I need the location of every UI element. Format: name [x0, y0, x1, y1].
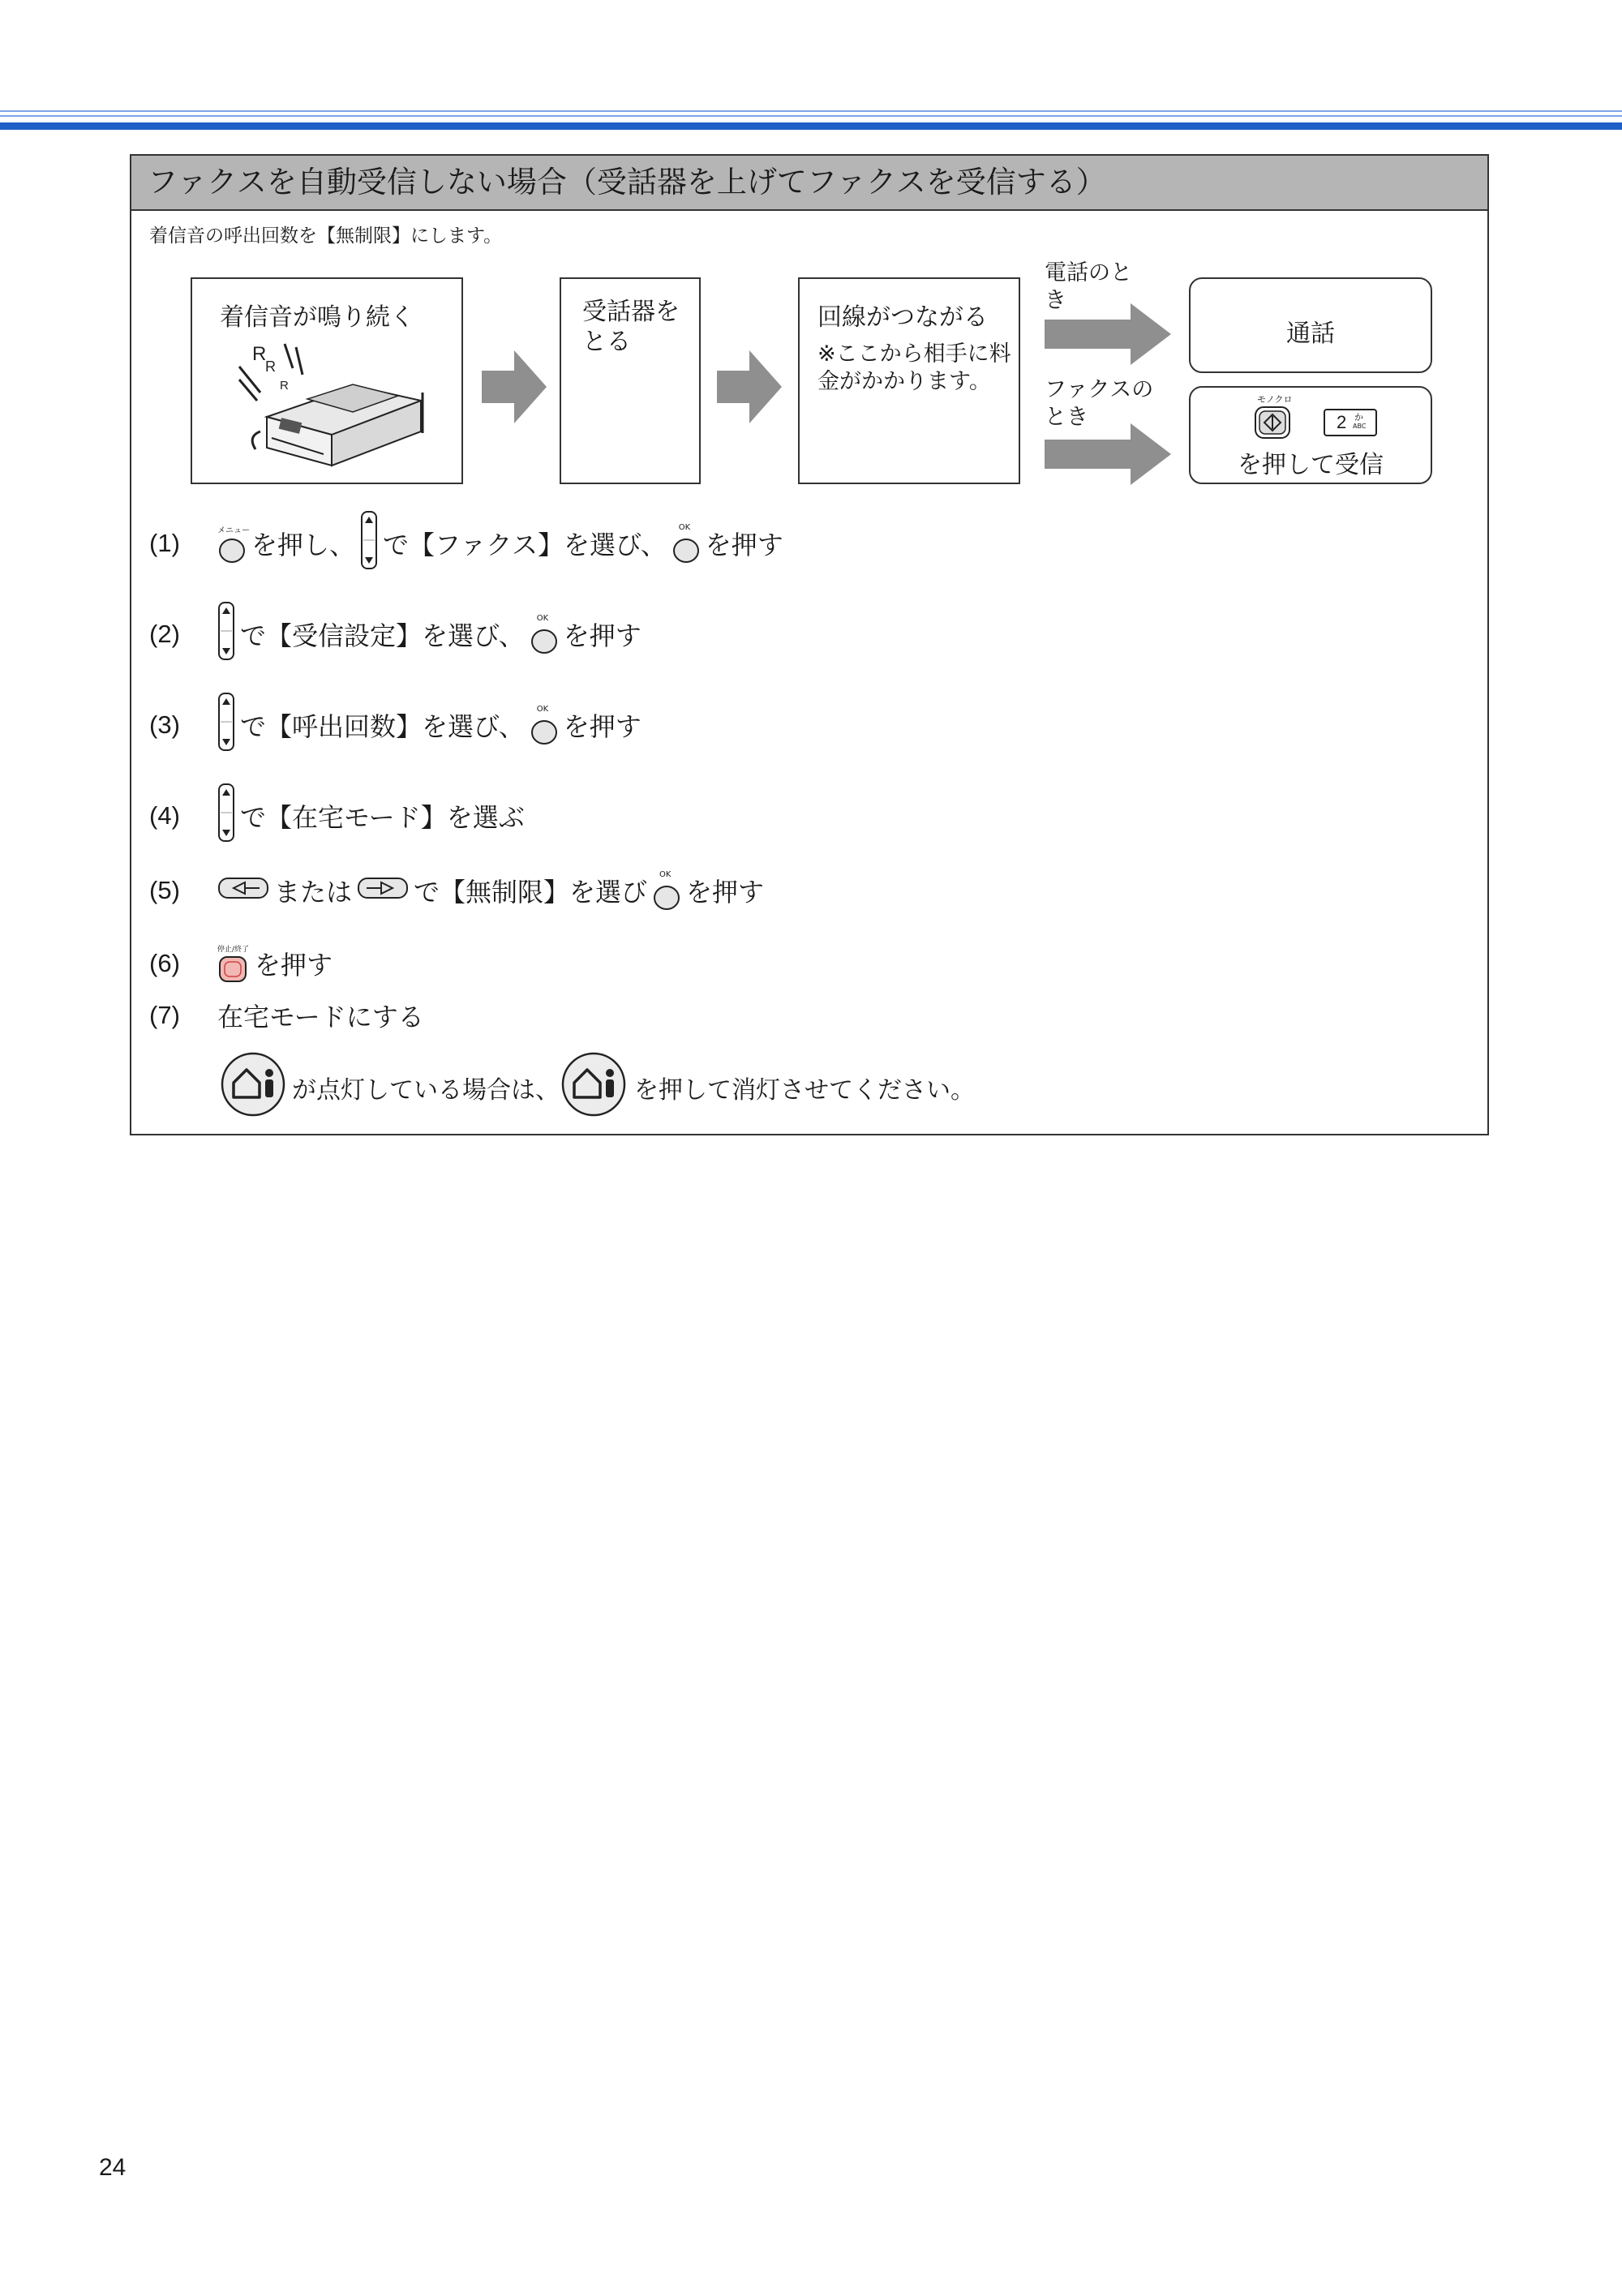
step-5-text-2: で【無制限】を選び	[414, 877, 648, 908]
flow-box-pickup-label: 受話器をとる	[582, 298, 680, 356]
right-key-icon[interactable]	[357, 875, 409, 906]
step-1-text-2: で【ファクス】を選び、	[383, 530, 667, 560]
step-2-number: (2)	[149, 620, 180, 648]
step-1-text-3: を押す	[705, 530, 783, 560]
stop-exit-button-icon[interactable]	[217, 943, 250, 984]
receive-label: を押して受信	[1238, 451, 1384, 479]
ok-button-label: OK	[678, 523, 691, 532]
flow-box-pickup	[560, 277, 701, 484]
ok-button-label: OK	[536, 705, 549, 714]
flow-box-ringing	[191, 277, 463, 484]
ok-button-label: OK	[659, 870, 672, 879]
section-intro: 着信音の呼出回数を【無制限】にします。	[149, 225, 503, 247]
ring-r3: R	[280, 379, 289, 393]
step-5-number: (5)	[149, 876, 180, 904]
home-mode-button-icon[interactable]	[219, 1050, 287, 1125]
header-rule-thin-1	[0, 110, 1622, 112]
step-4-text-1: で【在宅モード】を選ぶ	[240, 802, 525, 833]
phone-case-label: 電話のとき	[1045, 260, 1132, 313]
ok-button-icon[interactable]	[652, 870, 681, 911]
key-2-kana: か	[1354, 412, 1363, 423]
header-rule-thick	[0, 122, 1622, 130]
step-1-text-1: を押し、	[251, 530, 356, 560]
mono-start-key-icon[interactable]	[1254, 406, 1291, 440]
call-label: 通話	[1286, 320, 1335, 348]
updown-key-icon[interactable]	[217, 783, 235, 849]
step-3-text-1: で【呼出回数】を選び、	[240, 711, 525, 742]
home-mode-note-text-1: が点灯している場合は、	[292, 1076, 560, 1105]
fax-case-label: ファクスのとき	[1045, 377, 1154, 430]
updown-key-icon[interactable]	[217, 692, 235, 758]
menu-button-icon[interactable]	[217, 523, 250, 564]
ok-button-label: OK	[536, 614, 549, 623]
step-3-number: (3)	[149, 710, 180, 739]
ring-r2: R	[265, 358, 276, 375]
step-5	[149, 866, 764, 915]
printer-illustration	[194, 336, 461, 482]
step-2-text-2: を押す	[563, 620, 642, 651]
home-mode-note-text-2: を押して消灯させてください。	[634, 1076, 975, 1105]
menu-button-label: メニュー	[217, 526, 250, 535]
step-6-number: (6)	[149, 949, 180, 977]
fax-result-box	[1189, 386, 1432, 484]
ok-button-icon[interactable]	[530, 614, 559, 654]
fax-branch-arrow	[1045, 423, 1171, 485]
step-7-text-1: 在宅モードにする	[217, 1002, 424, 1032]
home-mode-button-icon[interactable]	[560, 1050, 628, 1125]
step-2	[149, 610, 642, 659]
step-4	[149, 792, 525, 840]
flow-box-connected-note: ※ここから相手に料金がかかります。	[817, 341, 1011, 394]
left-key-icon[interactable]	[217, 875, 269, 906]
step-6-text-1: を押す	[255, 950, 333, 981]
flow-box-connected	[798, 277, 1020, 484]
stop-exit-button-label: 停止/終了	[217, 946, 250, 954]
key-2-abc: ABC	[1353, 423, 1367, 430]
phone-branch-arrow	[1045, 303, 1171, 365]
step-5-text-3: を押す	[686, 877, 765, 908]
ok-button-icon[interactable]	[530, 705, 559, 745]
flow-box-ringing-label: 着信音が鳴り続く	[220, 303, 414, 332]
mono-label: モノクロ	[1257, 394, 1293, 405]
section-title: ファクスを自動受信しない場合（受話器を上げてファクスを受信する）	[131, 156, 1487, 211]
step-6	[149, 939, 333, 988]
step-3	[149, 701, 642, 749]
key-2-number: 2	[1337, 412, 1347, 432]
page-number: 24	[99, 2154, 127, 2181]
flow-arrow-1	[482, 350, 547, 423]
flow-arrow-2	[717, 350, 782, 423]
header-rule-thin-2	[0, 115, 1622, 117]
step-3-text-2: を押す	[563, 711, 642, 742]
ring-r1: R	[252, 343, 267, 365]
updown-key-icon[interactable]	[217, 601, 235, 667]
step-7-number: (7)	[149, 1001, 180, 1029]
key-2-icon[interactable]	[1324, 409, 1377, 436]
ok-button-icon[interactable]	[672, 523, 701, 564]
home-mode-note	[219, 1051, 975, 1124]
step-5-text-1: または	[274, 877, 353, 908]
updown-key-icon[interactable]	[360, 510, 378, 577]
step-4-number: (4)	[149, 801, 180, 830]
step-7	[149, 991, 424, 1040]
call-result-box	[1189, 277, 1432, 373]
step-1-number: (1)	[149, 529, 180, 557]
step-2-text-1: で【受信設定】を選び、	[240, 620, 525, 651]
step-1	[149, 519, 783, 568]
procedure-panel	[130, 154, 1489, 1135]
flow-box-connected-label: 回線がつながる	[817, 303, 988, 332]
